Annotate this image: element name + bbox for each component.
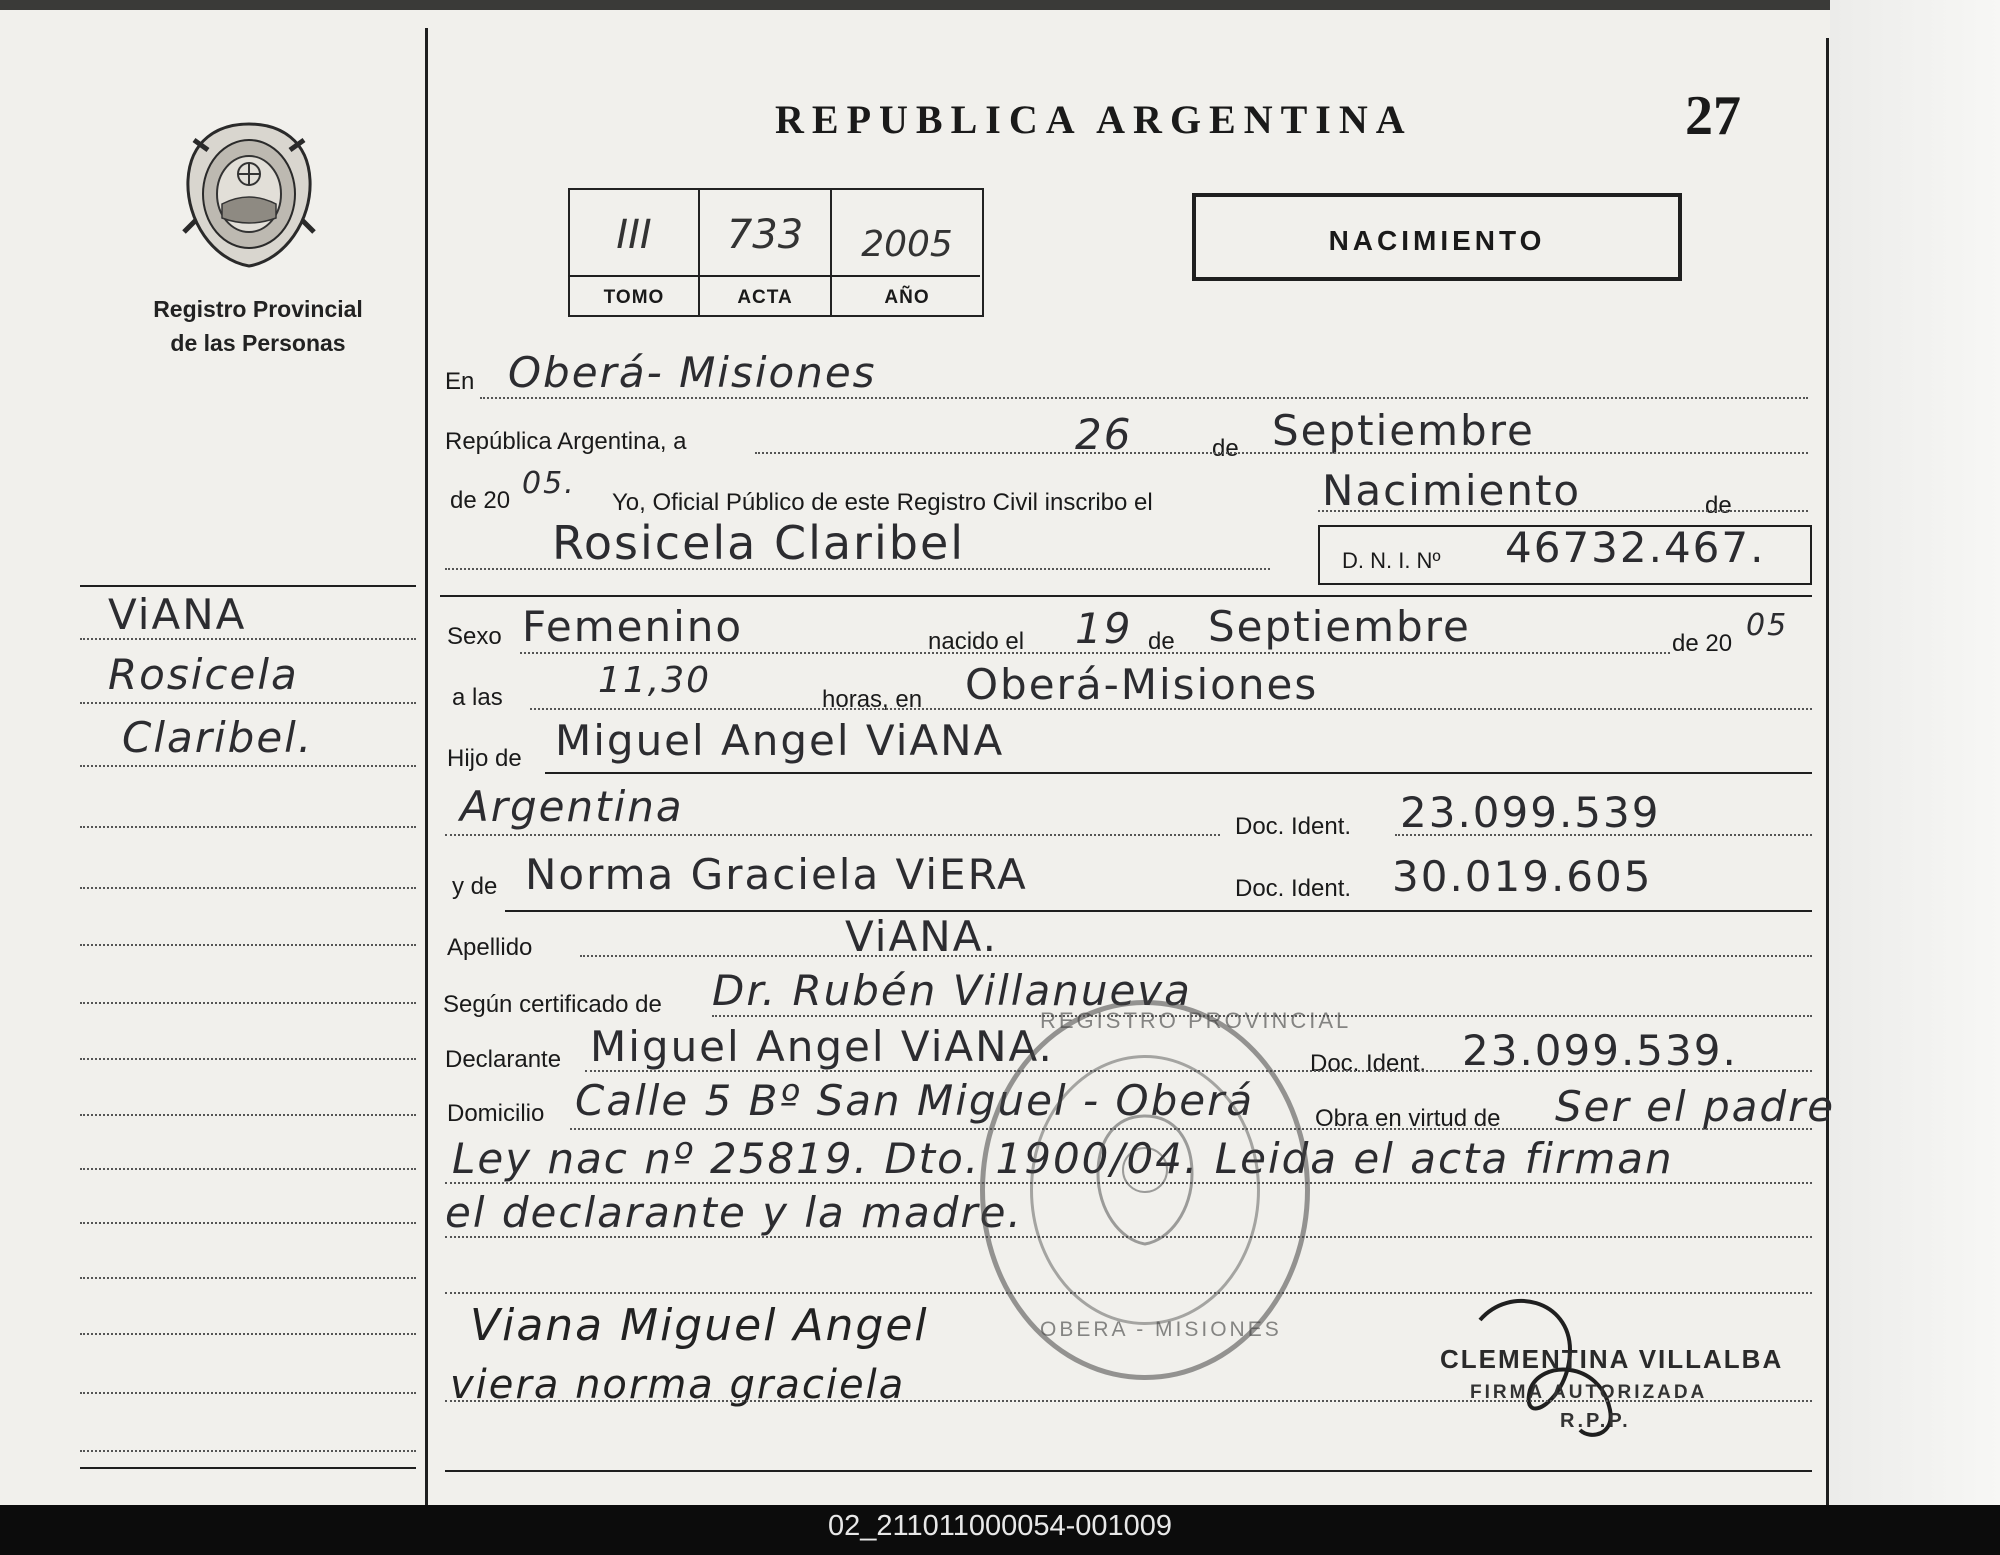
left-column-border	[425, 28, 428, 1505]
margin-top-rule	[80, 585, 416, 587]
signature-father: Viana Miguel Angel	[470, 1300, 929, 1351]
declarante-value: Miguel Angel ViANA.	[590, 1022, 1054, 1071]
father-doc-label: Doc. Ident.	[1235, 813, 1352, 840]
horas-label: horas, en	[822, 686, 923, 713]
round-seal-top-text: REGISTRO PROVINCIAL	[1040, 1008, 1352, 1033]
margin-line	[80, 1168, 416, 1170]
stamp-role: FIRMA AUTORIZADA	[1470, 1382, 1708, 1403]
dni-label: D. N. I. Nº	[1342, 548, 1441, 573]
declarante-label: Declarante	[445, 1046, 562, 1073]
anio-label: AÑO	[884, 287, 930, 308]
sexo-value: Femenino	[522, 602, 744, 651]
acta-cell	[698, 188, 832, 317]
month-value: Septiembre	[1272, 406, 1535, 455]
de-label: de	[1212, 435, 1239, 462]
father-nationality: Argentina	[460, 782, 684, 831]
certificado-label: Según certificado de	[443, 991, 662, 1018]
hijo-label: Hijo de	[447, 745, 522, 772]
inscribo-value: Nacimiento	[1322, 466, 1582, 515]
margin-line	[80, 887, 416, 889]
obra-label: Obra en virtud de	[1315, 1105, 1501, 1132]
record-type-box	[1192, 193, 1682, 281]
margin-bottom-rule	[80, 1467, 416, 1469]
round-seal-bottom-text: OBERA - MISIONES	[1040, 1318, 1282, 1341]
acta-label: ACTA	[737, 287, 793, 308]
mother-doc-label: Doc. Ident.	[1235, 875, 1352, 902]
domicilio-value: Calle 5 Bº San Miguel - Oberá	[575, 1076, 1255, 1125]
mother-line	[505, 910, 1812, 912]
margin-line	[80, 1222, 416, 1224]
right-form-border	[1826, 38, 1829, 1505]
acta-value: 733	[726, 212, 804, 258]
nacido-label: nacido el	[928, 628, 1025, 655]
dni-value: 46732.467.	[1505, 523, 1766, 572]
domicilio-label: Domicilio	[447, 1100, 545, 1127]
anio-cell	[830, 188, 984, 317]
tomo-label: TOMO	[603, 287, 665, 308]
year-prefix: de 20	[450, 487, 511, 514]
birth-place: Oberá-Misiones	[965, 660, 1319, 709]
country-title: REPUBLICA ARGENTINA	[775, 97, 1413, 142]
seal-emblem-icon	[1090, 1110, 1200, 1250]
tomo-value: III	[616, 212, 652, 258]
signature-area-rule	[445, 1400, 1812, 1402]
margin-line	[80, 1392, 416, 1394]
registry-name-line1: Registro Provincial	[153, 296, 363, 322]
birth-year-suffix: 05	[1746, 608, 1789, 643]
birth-year-prefix: de 20	[1672, 630, 1733, 657]
birth-day: 19	[1075, 604, 1133, 653]
margin-line	[80, 638, 416, 640]
apellido-label: Apellido	[447, 934, 533, 961]
margin-line	[80, 1058, 416, 1060]
margin-line	[80, 1277, 416, 1279]
de-label-3: de	[1148, 628, 1175, 655]
tomo-cell	[568, 188, 700, 317]
hour-value: 11,30	[598, 660, 712, 701]
father-line	[545, 772, 1812, 774]
margin-surname: ViANA	[108, 590, 247, 639]
record-type-label: NACIMIENTO	[1328, 225, 1546, 256]
scan-top-edge	[0, 0, 2000, 10]
de-label-2: de	[1705, 492, 1732, 519]
declarante-doc-label: Doc. Ident.	[1310, 1050, 1427, 1077]
nationality-line	[445, 834, 1220, 836]
margin-line	[80, 826, 416, 828]
apellido-line	[580, 955, 1812, 957]
note-line-2: el declarante y la madre.	[445, 1188, 1023, 1237]
sexo-line	[520, 652, 1670, 654]
en-line	[480, 397, 1808, 399]
margin-line	[80, 1114, 416, 1116]
header-bottom-rule	[440, 595, 1812, 597]
note-line-1: Ley nac nº 25819. Dto. 1900/04. Leida el acta firman	[452, 1134, 1674, 1183]
alas-label: a las	[452, 684, 503, 711]
margin-line	[80, 765, 416, 767]
scan-right-margin	[1830, 0, 2000, 1505]
apellido-value: ViANA.	[845, 912, 998, 961]
signature-mother: viera norma graciela	[450, 1362, 906, 1408]
record-box-divider	[568, 275, 980, 277]
registry-name-line2: de las Personas	[170, 330, 346, 356]
page-number: 27	[1685, 85, 1741, 147]
republica-label: República Argentina, a	[445, 428, 687, 455]
declarante-doc: 23.099.539.	[1462, 1026, 1738, 1075]
mother-name: Norma Graciela ViERA	[525, 850, 1028, 899]
image-code: 02_211011000054-001009	[827, 1510, 1173, 1542]
stamp-org: R.P.P.	[1560, 1410, 1631, 1432]
obra-value: Ser el padre	[1555, 1082, 1836, 1131]
margin-line	[80, 702, 416, 704]
father-doc: 23.099.539	[1400, 788, 1661, 837]
year-suffix: 05.	[522, 466, 576, 501]
anio-value: 2005	[861, 224, 953, 265]
margin-line	[80, 944, 416, 946]
father-doc-line	[1395, 834, 1812, 836]
name-value: Rosicela Claribel	[552, 516, 966, 570]
alas-line	[530, 708, 1812, 710]
margin-given-name-1: Rosicela	[108, 650, 299, 699]
father-name: Miguel Angel ViANA	[555, 716, 1005, 765]
provincial-emblem-icon	[178, 120, 320, 270]
stamp-name: CLEMENTINA VILLALBA	[1440, 1344, 1784, 1374]
year-line	[1318, 510, 1808, 512]
margin-line	[80, 1002, 416, 1004]
yo-text: Yo, Oficial Público de este Registro Civil inscribo el	[612, 489, 1153, 516]
day-value: 26	[1075, 410, 1133, 459]
name-line	[445, 568, 1270, 570]
margin-line	[80, 1450, 416, 1452]
date-line	[755, 452, 1808, 454]
form-bottom-rule	[445, 1470, 1812, 1472]
en-label: En	[445, 368, 475, 395]
yde-label: y de	[452, 873, 498, 900]
certificado-value: Dr. Rubén Villanueva	[712, 966, 1192, 1015]
en-value: Oberá- Misiones	[508, 348, 877, 397]
birth-month: Septiembre	[1208, 602, 1471, 651]
mother-doc: 30.019.605	[1392, 852, 1653, 901]
margin-line	[80, 1333, 416, 1335]
margin-given-name-2: Claribel.	[122, 713, 314, 762]
sexo-label: Sexo	[447, 623, 502, 650]
